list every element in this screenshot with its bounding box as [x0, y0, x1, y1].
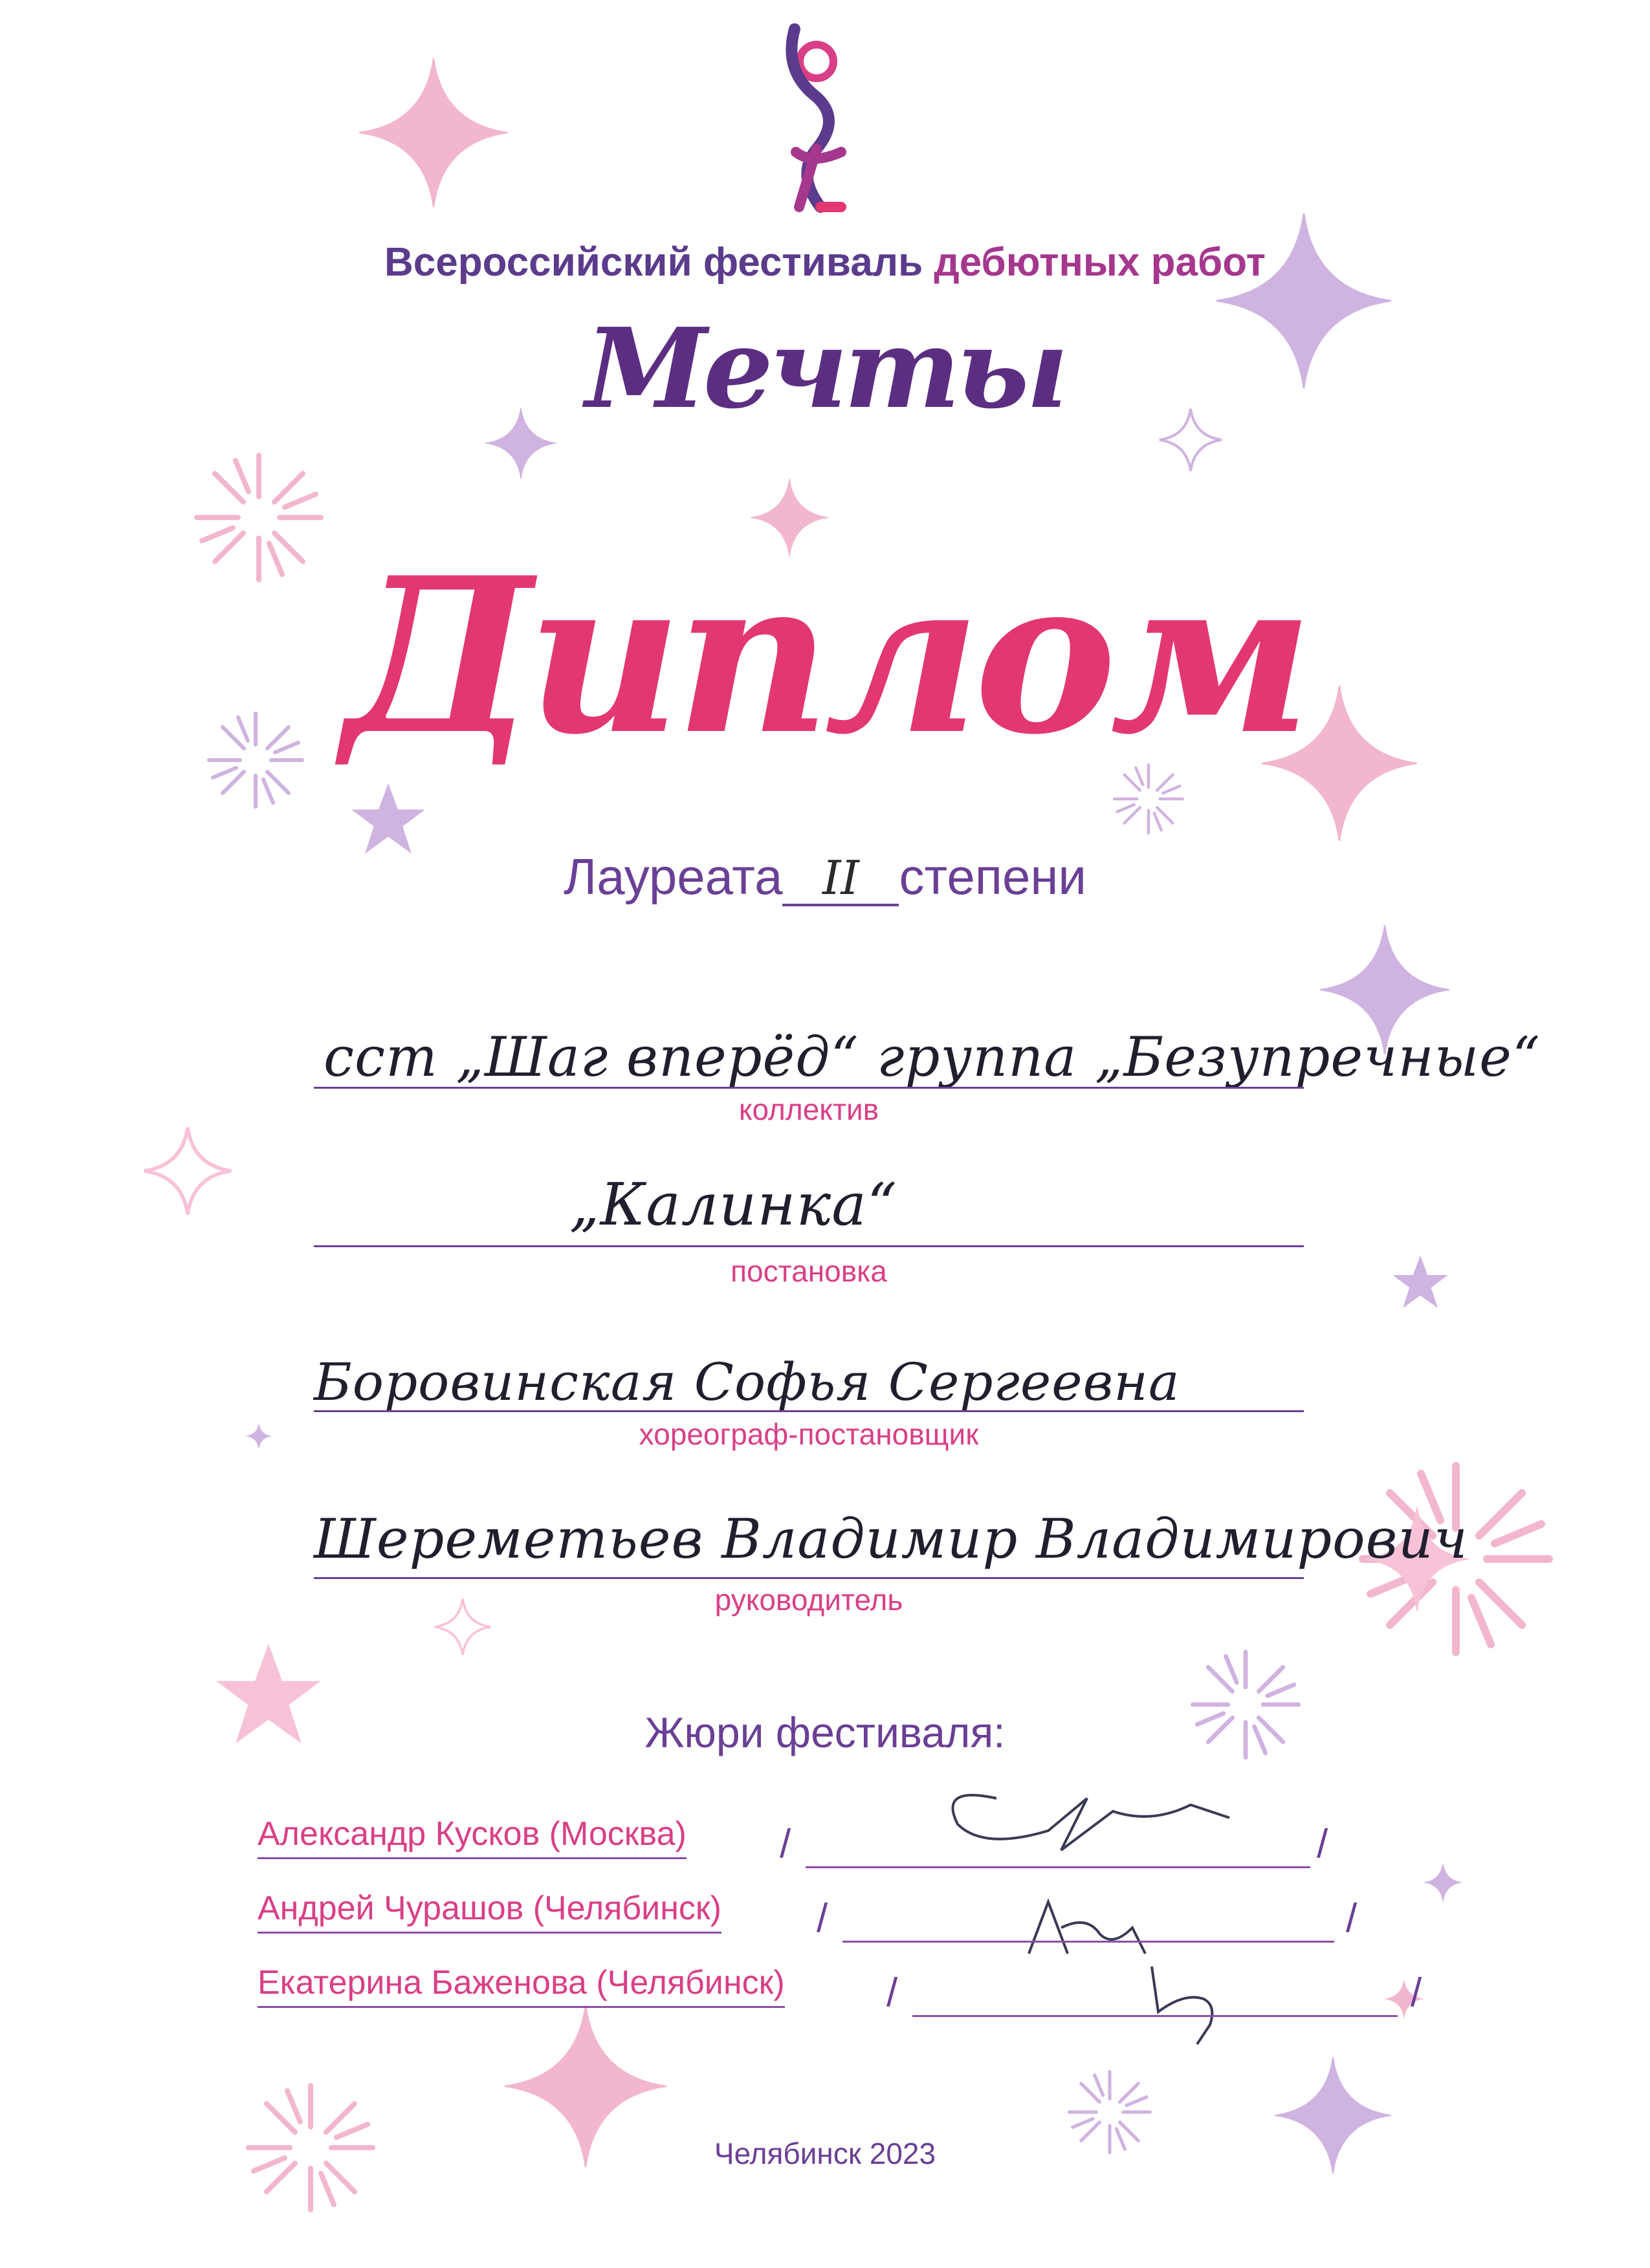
jury-member-2: Андрей Чурашов (Челябинск): [258, 1889, 721, 1934]
sparkle-icon: [246, 1423, 272, 1449]
director-value: Шереметьев Владимир Владимирович: [314, 1507, 1468, 1571]
festival-title: [0, 239, 1650, 285]
laureate-degree: II: [782, 855, 899, 906]
production-value: „Калинка“: [569, 1171, 897, 1239]
laureate-suffix: степени: [899, 848, 1086, 905]
festival-logo-icon: [791, 29, 841, 207]
collective-line: [314, 1087, 1304, 1089]
jury-member-1: Александр Кусков (Москва): [258, 1815, 687, 1859]
sparkle-icon: [359, 58, 508, 207]
signature-line-1: [806, 1866, 1310, 1868]
signature-line-3: [912, 2015, 1398, 2017]
signature-bazhenova: [1152, 1967, 1212, 2044]
collective-caption: коллектив: [738, 1093, 879, 1126]
collective-value: сст „Шаг вперёд“ группа „Безупречные“: [324, 1025, 1541, 1089]
diploma-title: Диплом: [343, 530, 1307, 781]
slash-1: /: [780, 1822, 791, 1866]
slash-2b: /: [1346, 1896, 1358, 1941]
festival-title-part2: дебютных работ: [923, 240, 1266, 285]
festival-title-part1: Всероссийский фестиваль: [384, 240, 923, 285]
star-icon: [353, 784, 424, 853]
jury-member-3: Екатерина Баженова (Челябинск): [258, 1963, 785, 2008]
sparkle-outline-icon: [435, 1599, 490, 1655]
signature-kuskov: [953, 1795, 1230, 1850]
sparkle-icon: [1424, 1863, 1462, 1902]
production-line: [314, 1245, 1304, 1247]
jury-title: Жюри фестиваля:: [644, 1708, 1006, 1756]
sparkle-outline-icon: [144, 1128, 231, 1214]
slash-2: /: [817, 1896, 828, 1941]
star-icon: [1394, 1256, 1447, 1307]
signature-line-2: [842, 1941, 1334, 1943]
production-caption: постановка: [731, 1254, 887, 1288]
slash-3b: /: [1411, 1970, 1422, 2015]
director-line: [314, 1577, 1304, 1579]
signature-churashov: [1029, 1902, 1145, 1954]
city-year: Челябинск 2023: [714, 2137, 936, 2170]
laureate-prefix: Лауреата: [564, 848, 783, 905]
choreographer-caption: хореограф-постановщик: [639, 1417, 979, 1451]
slash-3: /: [886, 1970, 898, 2015]
choreographer-value: Боровинская Софья Сергеевна: [314, 1352, 1180, 1412]
choreographer-line: [314, 1410, 1304, 1412]
festival-name: Мечты: [585, 304, 1065, 433]
director-caption: руководитель: [714, 1583, 903, 1617]
slash-1b: /: [1317, 1822, 1328, 1866]
laureate-line: [0, 847, 1650, 906]
